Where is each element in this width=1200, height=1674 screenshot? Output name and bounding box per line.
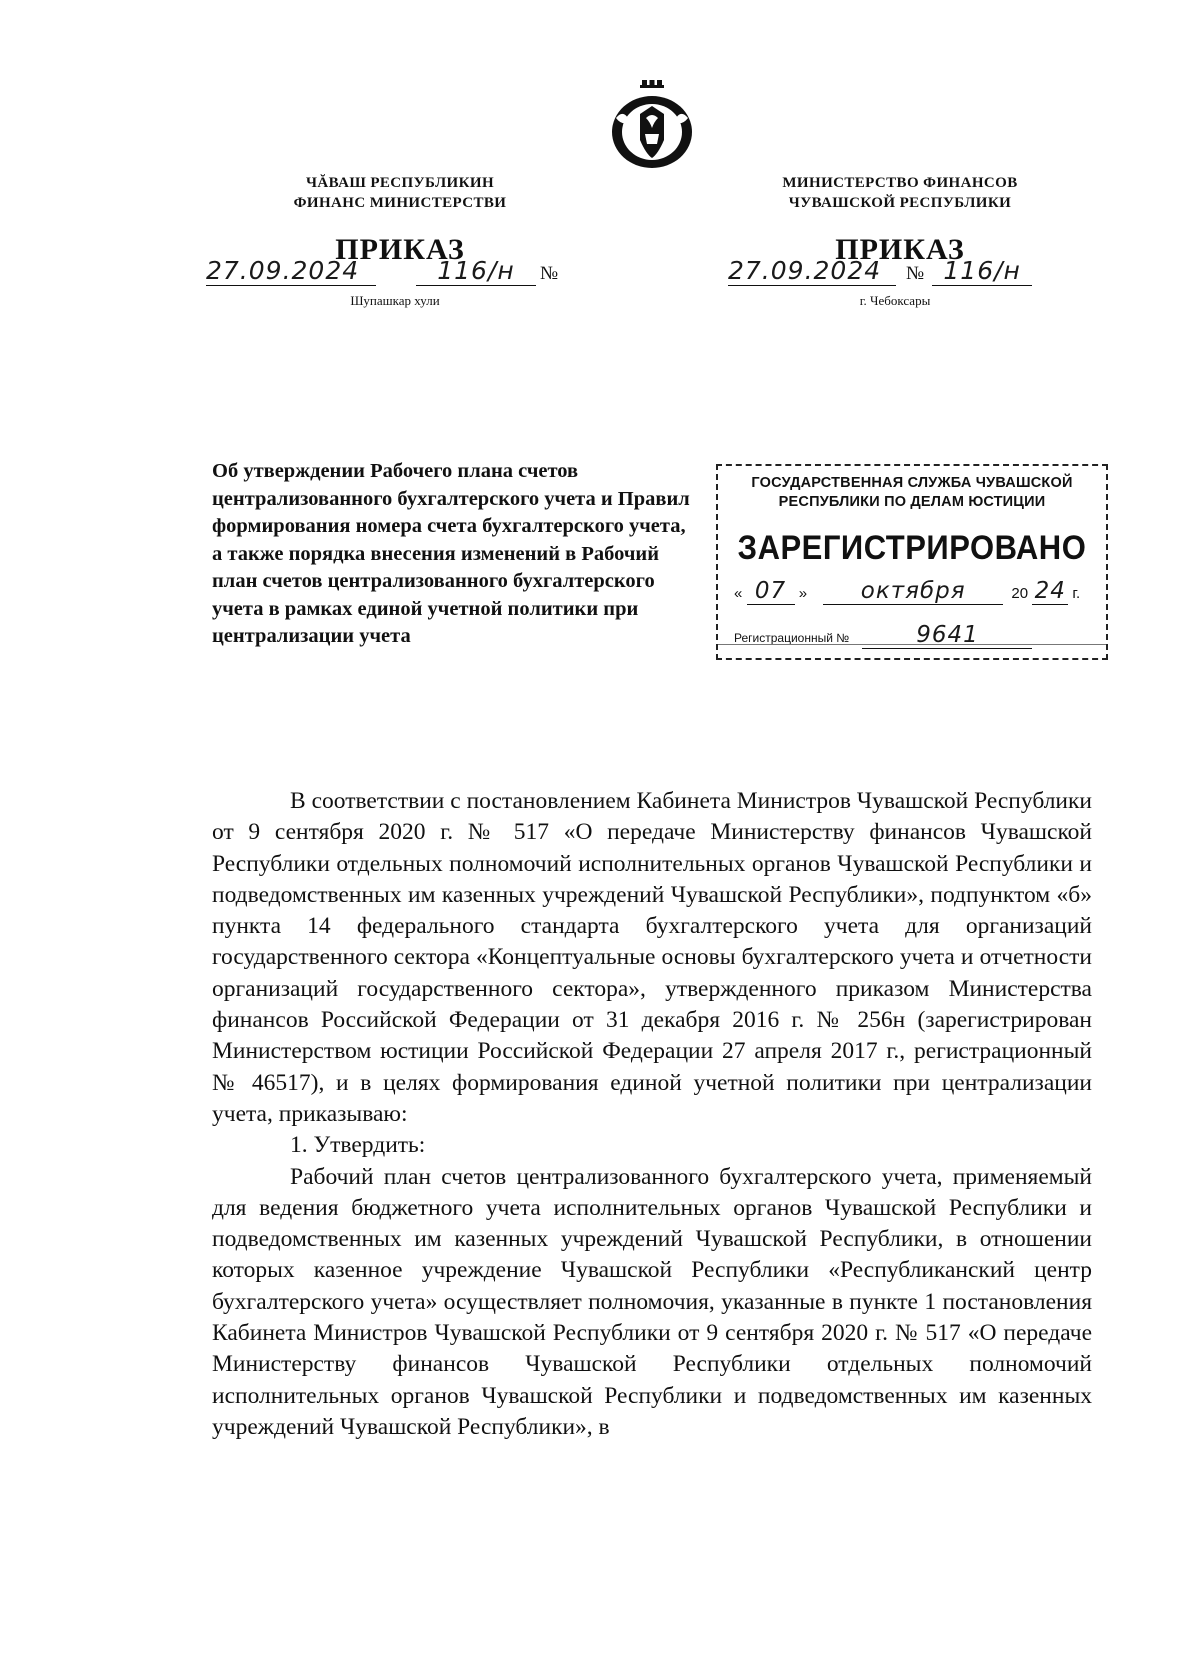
stamp-divider: [718, 644, 1106, 645]
quote-close: »: [798, 585, 808, 602]
stamp-org-line1: ГОСУДАРСТВЕННАЯ СЛУЖБА ЧУВАШСКОЙ: [751, 475, 1073, 491]
body-item-1: 1. Утвердить:: [290, 1132, 426, 1159]
stamp-org-name: [718, 474, 1106, 512]
doc-type-heading: ПРИКАЗ: [335, 233, 465, 266]
reg-number-label: Регистрационный №: [734, 631, 850, 645]
handwritten-year: 24: [1032, 578, 1068, 605]
header-left: [210, 173, 590, 265]
quote-open: «: [734, 585, 743, 602]
stamp-org-line2: РЕСПУБЛИКИ ПО ДЕЛАМ ЮСТИЦИИ: [778, 494, 1046, 510]
document-title: Об утверждении Рабочего плана счетов централизованного бухгалтерского учета и Правил формирования номера счета бухгалтерского учета, а также порядка внесения изменений в Рабочий план счетов централизованного бухгалтерского учета в рамках единой учетной политики при централизации учета: [212, 460, 690, 647]
header-right: [730, 173, 1070, 265]
org-name-line1: МИНИСТЕРСТВО ФИНАНСОВ: [782, 175, 1018, 191]
number-sign: №: [540, 263, 559, 284]
handwritten-date: 27.09.2024: [206, 256, 376, 286]
document-body: [212, 786, 1092, 1443]
order-number-line-right: [728, 256, 1088, 286]
body-paragraph-1: В соответствии с постановлением Кабинета Министров Чувашской Республики от 9 сентября 2020 г. № 517 «О передаче Министерству финансов Чувашской Республики отдельных полномочий исполнительных органов Чувашской Республики и подведомственных им казенных учреждений Чувашской Республики», подпунктом «б» пункта 14 федерального стандарта бухгалтерского учета для организаций государственного сектора «Концептуальные основы бухгалтерского учета и отчетности организаций государственного сектора», утвержденного приказом Министерства финансов Российской Федерации от 31 декабря 2016 г. № 256н (зарегистрирован Министерством юстиции Российской Федерации 27 апреля 2017 г., регистрационный № 46517), и в целях формирования единой учетной политики при централизации учета, приказываю:: [212, 788, 1092, 1127]
org-name-line2: ФИНАНС МИНИСТЕРСТВИ: [293, 195, 507, 211]
doc-type-heading: ПРИКАЗ: [835, 233, 965, 266]
city-name-left: Шупашкар хули: [350, 293, 440, 308]
handwritten-reg-number: 9641: [862, 622, 1032, 649]
stamp-status: ЗАРЕГИСТРИРОВАНО: [737, 527, 1087, 568]
org-name-line1: ЧĂВАШ РЕСПУБЛИКИН: [305, 175, 495, 191]
stamp-date-line: [734, 578, 1094, 605]
city-name-right: г. Чебоксары: [859, 293, 931, 308]
year-prefix: 20: [1011, 585, 1029, 602]
handwritten-month: октября: [823, 578, 1003, 605]
handwritten-day: 07: [747, 578, 795, 605]
registration-stamp: [716, 464, 1108, 660]
handwritten-date: 27.09.2024: [728, 256, 896, 286]
handwritten-number: 116/н: [932, 256, 1032, 286]
number-sign: №: [906, 263, 925, 284]
body-paragraph-2: Рабочий план счетов централизованного бухгалтерского учета, применяемый для ведения бюджетного учета исполнительных органов Чувашской Республики и подведомственных им казенных учреждений Чувашской Республики, в отношении которых казенное учреждение Чувашской Республики «Республиканский центр бухгалтерского учета» осуществляет полномочия, указанные в пункте 1 постановления Кабинета Министров Чувашской Республики от 9 сентября 2020 г. № 517 «О передаче Министерству финансов Чувашской Республики отдельных полномочий исполнительных органов Чувашской Республики и подведомственных им казенных учреждений Чувашской Республики», в: [212, 1163, 1092, 1440]
year-suffix: г.: [1072, 585, 1081, 602]
org-name-line2: ЧУВАШСКОЙ РЕСПУБЛИКИ: [788, 195, 1012, 211]
coat-of-arms-emblem: [608, 78, 696, 170]
handwritten-number: 116/н: [416, 256, 536, 286]
order-number-line-left: [206, 256, 596, 286]
